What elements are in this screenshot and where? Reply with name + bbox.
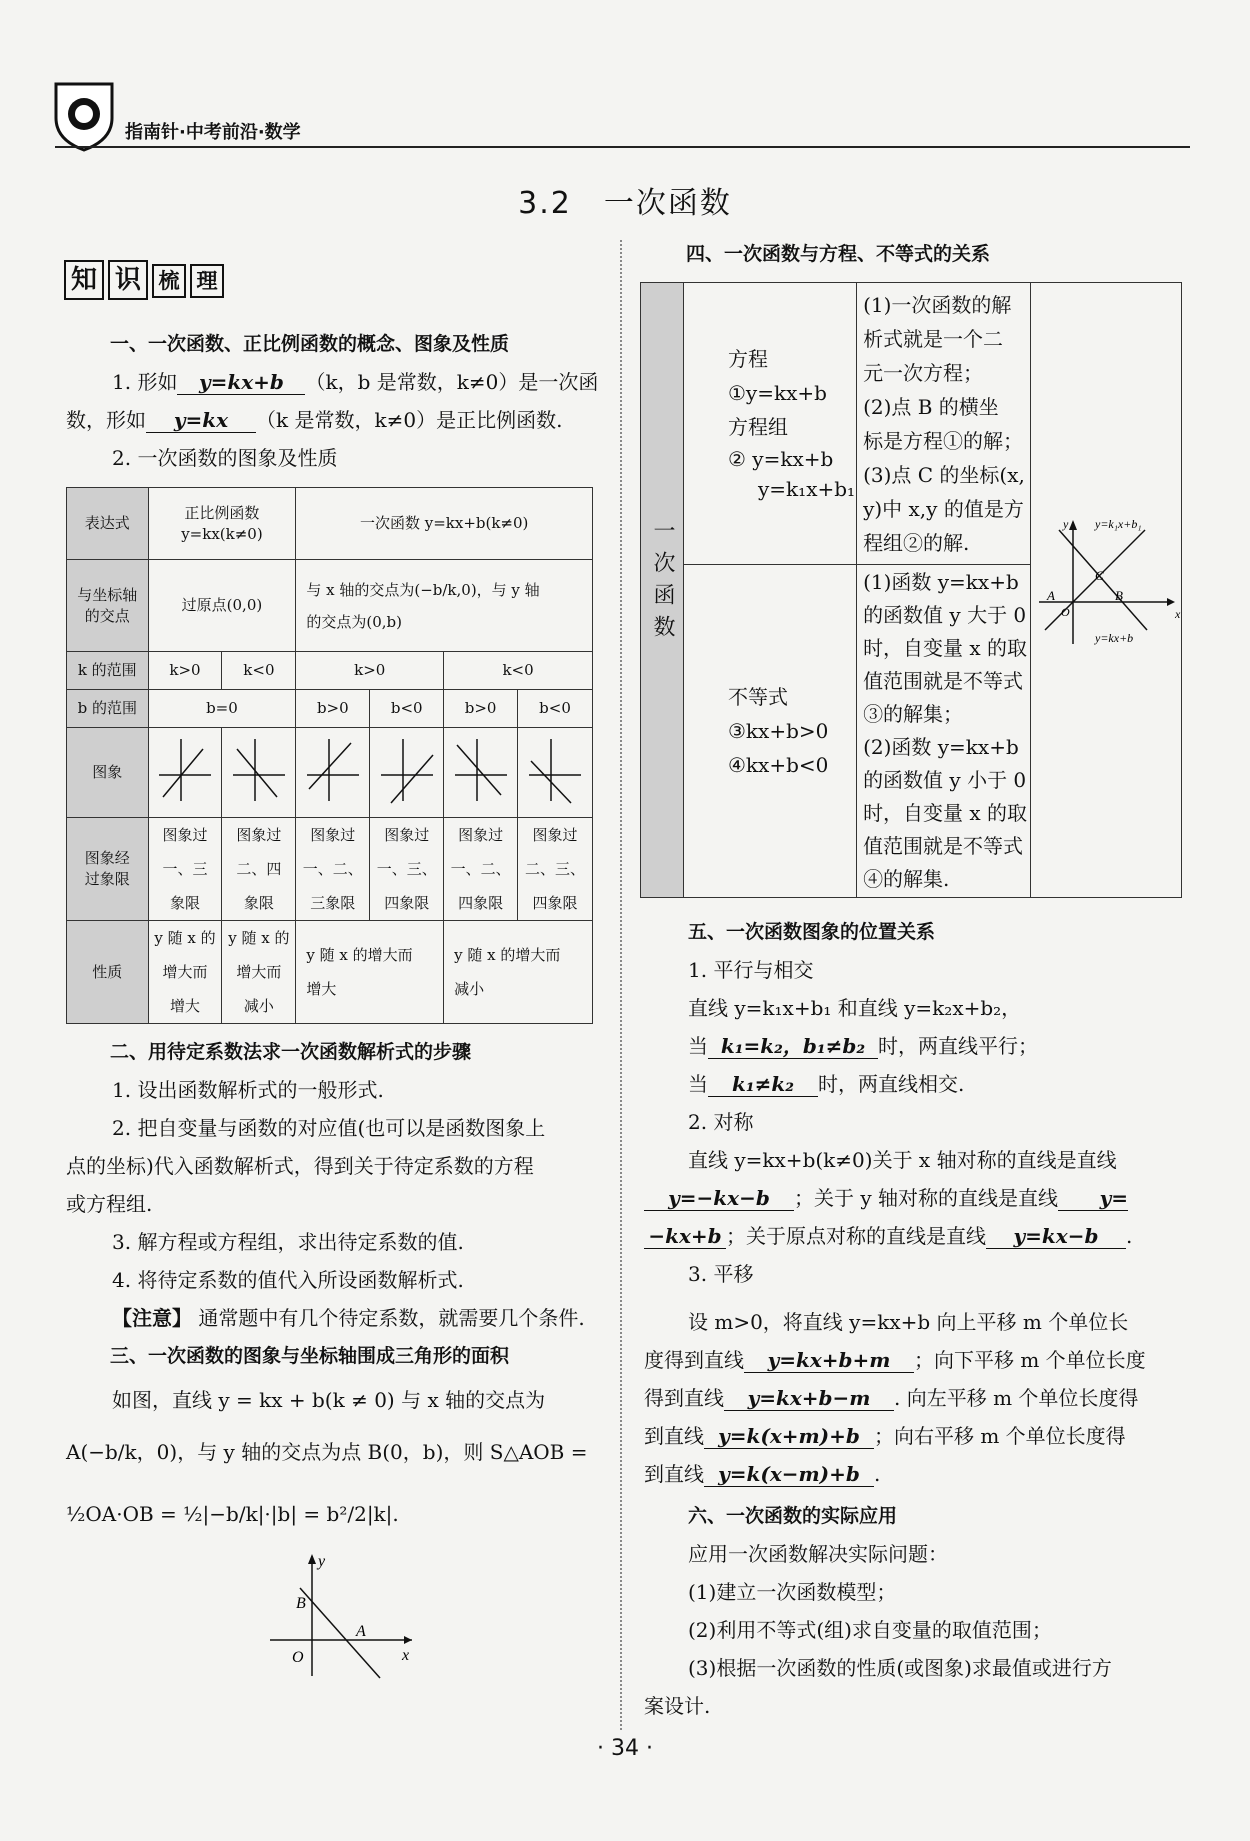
step-4: 4. 将待定系数的值代入所设函数解析式. [112, 1268, 464, 1292]
parallel-line-1: 直线 y=k₁x+b₁ 和直线 y=k₂x+b₂， [688, 996, 1022, 1020]
table-cell: 图象过 一、三、 四象限 [370, 818, 444, 921]
intersect-line: 当 k₁≠k₂ 时，两直线相交. [688, 1072, 965, 1096]
area-line-3: ½OA·OB = ½|−b/k|·|b| = b²/2|k|. [66, 1502, 399, 1526]
table-cell: 正比例函数 y=kx(k≠0) [148, 488, 296, 560]
graph-icon [303, 735, 363, 805]
table-cell: b 的范围 [67, 690, 149, 728]
equation-desc-cell: (1)一次函数的解 析式就是一个二 元一次方程； (2)点 B 的横坐 标是方程①的解； (3)点 C 的坐标(x, y)中 x,y 的值是方 程组②的解. [857, 283, 1031, 565]
heading-3: 三、一次函数的图象与坐标轴围成三角形的面积 [110, 1345, 510, 1367]
graph-icon [229, 735, 289, 805]
heading-5: 五、一次函数图象的位置关系 [688, 921, 936, 943]
point-b-label: B [296, 1595, 306, 1612]
graph-y-label: y [1063, 517, 1069, 531]
table-cell: y 随 x 的 增大而 增大 [148, 921, 222, 1024]
relation-table [640, 282, 1182, 898]
equation-cell: 方程 ①y=kx+b 方程组 ② y=kx+b y=k₁x+b₁ [684, 283, 857, 565]
table-cell: b<0 [518, 690, 593, 728]
para-1-line-2: 数，形如 y=kx （k 是常数，k≠0）是正比例函数. [66, 408, 563, 432]
graph-cell [222, 728, 296, 818]
graph-icon [525, 735, 585, 805]
side-label: 一次函数 [641, 283, 684, 898]
heading-4: 四、一次函数与方程、不等式的关系 [686, 243, 991, 265]
badge-char-2: 识 [108, 260, 148, 300]
heading-1: 一、一次函数、正比例函数的概念、图象及性质 [110, 333, 510, 355]
table-cell: 表达式 [67, 488, 149, 560]
table-cell: 性质 [67, 921, 149, 1024]
table-cell: 图象过 一、二、 三象限 [296, 818, 370, 921]
para-2: 2. 一次函数的图象及性质 [112, 446, 338, 470]
graph-a-label: A [1047, 588, 1056, 603]
publisher-logo [50, 78, 118, 152]
axis-y-label: y [318, 1553, 326, 1570]
subheading-parallel: 1. 平行与相交 [688, 958, 814, 982]
table-cell: y 随 x 的增大而 减小 [444, 921, 593, 1024]
translation-line-2: 度得到直线 y=kx+b+m ；向下平移 m 个单位长度 [644, 1348, 1146, 1372]
section-title: 3.2 一次函数 [518, 186, 732, 221]
step-3: 3. 解方程或方程组，求出待定系数的值. [112, 1230, 464, 1254]
graph-c-label: C [1095, 568, 1105, 583]
graph-cell [296, 728, 370, 818]
table-cell: y 随 x 的增大而 增大 [296, 921, 444, 1024]
application-line-3: (2)利用不等式(组)求自变量的取值范围； [688, 1618, 1052, 1642]
table-cell: 过原点(0,0) [148, 560, 296, 652]
table-cell: b>0 [296, 690, 370, 728]
header-rule [55, 146, 1190, 148]
inequality-desc-cell: (1)函数 y=kx+b 的函数值 y 大于 0 时，自变量 x 的取 值范围就是不等式 ③的解集； (2)函数 y=kx+b 的函数值 y 小于 0 时，自变量 x 的取 值范围就是不等式 ④的解集. [857, 565, 1031, 898]
table-cell: b<0 [370, 690, 444, 728]
symmetry-line-3: −kx+b ；关于原点对称的直线是直线 y=kx−b . [644, 1224, 1132, 1249]
application-line-4: (3)根据一次函数的性质(或图象)求最值或进行方 [688, 1656, 1112, 1680]
badge-char-1: 知 [64, 260, 104, 300]
line1-label: y=k₁x+b₁ [1095, 517, 1142, 531]
subheading-symmetry: 2. 对称 [688, 1110, 754, 1134]
table-cell: 图象过 一、二、 四象限 [444, 818, 518, 921]
heading-2: 二、用待定系数法求一次函数解析式的步骤 [110, 1041, 472, 1063]
step-2-line-2: 点的坐标)代入函数解析式，得到关于待定系数的方程 [66, 1154, 534, 1178]
table-cell: 图象过 一、三 象限 [148, 818, 222, 921]
application-line-5: 案设计. [644, 1694, 711, 1718]
inequality-cell: 不等式 ③kx+b>0 ④kx+b<0 [684, 565, 857, 898]
badge-char-4: 理 [190, 264, 224, 298]
table-cell: 与 x 轴的交点为(−b/k,0)，与 y 轴 的交点为(0,b) [296, 560, 593, 652]
graph-cell [370, 728, 444, 818]
knowledge-badge [64, 260, 228, 300]
table-cell: 图象过 二、四 象限 [222, 818, 296, 921]
graph-icon [451, 735, 511, 805]
table-cell: 图象 [67, 728, 149, 818]
note: 【注意】 通常题中有几个待定系数，就需要几个条件. [112, 1306, 585, 1330]
table-cell: 与坐标轴 的交点 [67, 560, 149, 652]
line2-label: y=kx+b [1095, 631, 1134, 645]
table-cell: b>0 [444, 690, 518, 728]
step-2-line-3: 或方程组. [66, 1192, 153, 1216]
intersect-graph [1039, 518, 1189, 648]
graph-x-label: x [1175, 607, 1181, 621]
table-cell: k>0 [296, 652, 444, 690]
parallel-line-2: 当 k₁=k₂，b₁≠b₂ 时，两直线平行； [688, 1034, 1038, 1058]
linear-function-table [66, 487, 593, 1024]
application-line-2: (1)建立一次函数模型； [688, 1580, 897, 1604]
table-cell: 图象经 过象限 [67, 818, 149, 921]
area-line-2: A(−b/k，0)，与 y 轴的交点为点 B(0，b)，则 S△AOB = [66, 1440, 588, 1464]
symmetry-line-2: y=−kx−b ；关于 y 轴对称的直线是直线 y= [644, 1186, 1128, 1211]
table-cell: k 的范围 [67, 652, 149, 690]
graph-cell [518, 728, 593, 818]
graph-cell [444, 728, 518, 818]
triangle-figure [270, 1552, 420, 1680]
origin-label: O [292, 1649, 304, 1666]
step-2-line-1: 2. 把自变量与函数的对应值(也可以是函数图象上 [112, 1116, 546, 1140]
graph-cell [148, 728, 222, 818]
translation-line-3: 得到直线 y=kx+b−m . 向左平移 m 个单位长度得 [644, 1386, 1139, 1410]
table-cell: k<0 [444, 652, 593, 690]
column-divider [620, 240, 622, 1730]
table-cell: 一次函数 y=kx+b(k≠0) [296, 488, 593, 560]
application-line-1: 应用一次函数解决实际问题： [688, 1542, 948, 1566]
header-title: 指南针·中考前沿·数学 [125, 122, 301, 143]
graph-icon [155, 735, 215, 805]
graph-icon [377, 735, 437, 805]
symmetry-line-1: 直线 y=kx+b(k≠0)关于 x 轴对称的直线是直线 [688, 1148, 1117, 1172]
table-cell: k>0 [148, 652, 222, 690]
table-cell: 图象过 二、三、 四象限 [518, 818, 593, 921]
area-line-1: 如图，直线 y = kx + b(k ≠ 0) 与 x 轴的交点为 [112, 1388, 546, 1412]
graph-cell [1031, 283, 1182, 898]
table-cell: y 随 x 的 增大而 减小 [222, 921, 296, 1024]
graph-o-label: O [1061, 605, 1071, 619]
table-cell: k<0 [222, 652, 296, 690]
step-1: 1. 设出函数解析式的一般形式. [112, 1078, 384, 1102]
axis-x-label: x [402, 1647, 410, 1664]
heading-6: 六、一次函数的实际应用 [688, 1505, 898, 1527]
graph-b-label: B [1115, 588, 1124, 603]
translation-line-4: 到直线 y=k(x+m)+b ；向右平移 m 个单位长度得 [644, 1424, 1126, 1448]
subheading-translation: 3. 平移 [688, 1262, 754, 1286]
page-number: · 34 · [597, 1736, 653, 1761]
badge-char-3: 梳 [152, 264, 186, 298]
translation-line-5: 到直线 y=k(x−m)+b . [644, 1462, 881, 1486]
translation-line-1: 设 m>0，将直线 y=kx+b 向上平移 m 个单位长 [688, 1310, 1129, 1334]
table-cell: b=0 [148, 690, 296, 728]
para-1-line-1: 1. 形如 y=kx+b （k，b 是常数，k≠0）是一次函 [112, 370, 599, 394]
point-a-label: A [356, 1623, 366, 1640]
